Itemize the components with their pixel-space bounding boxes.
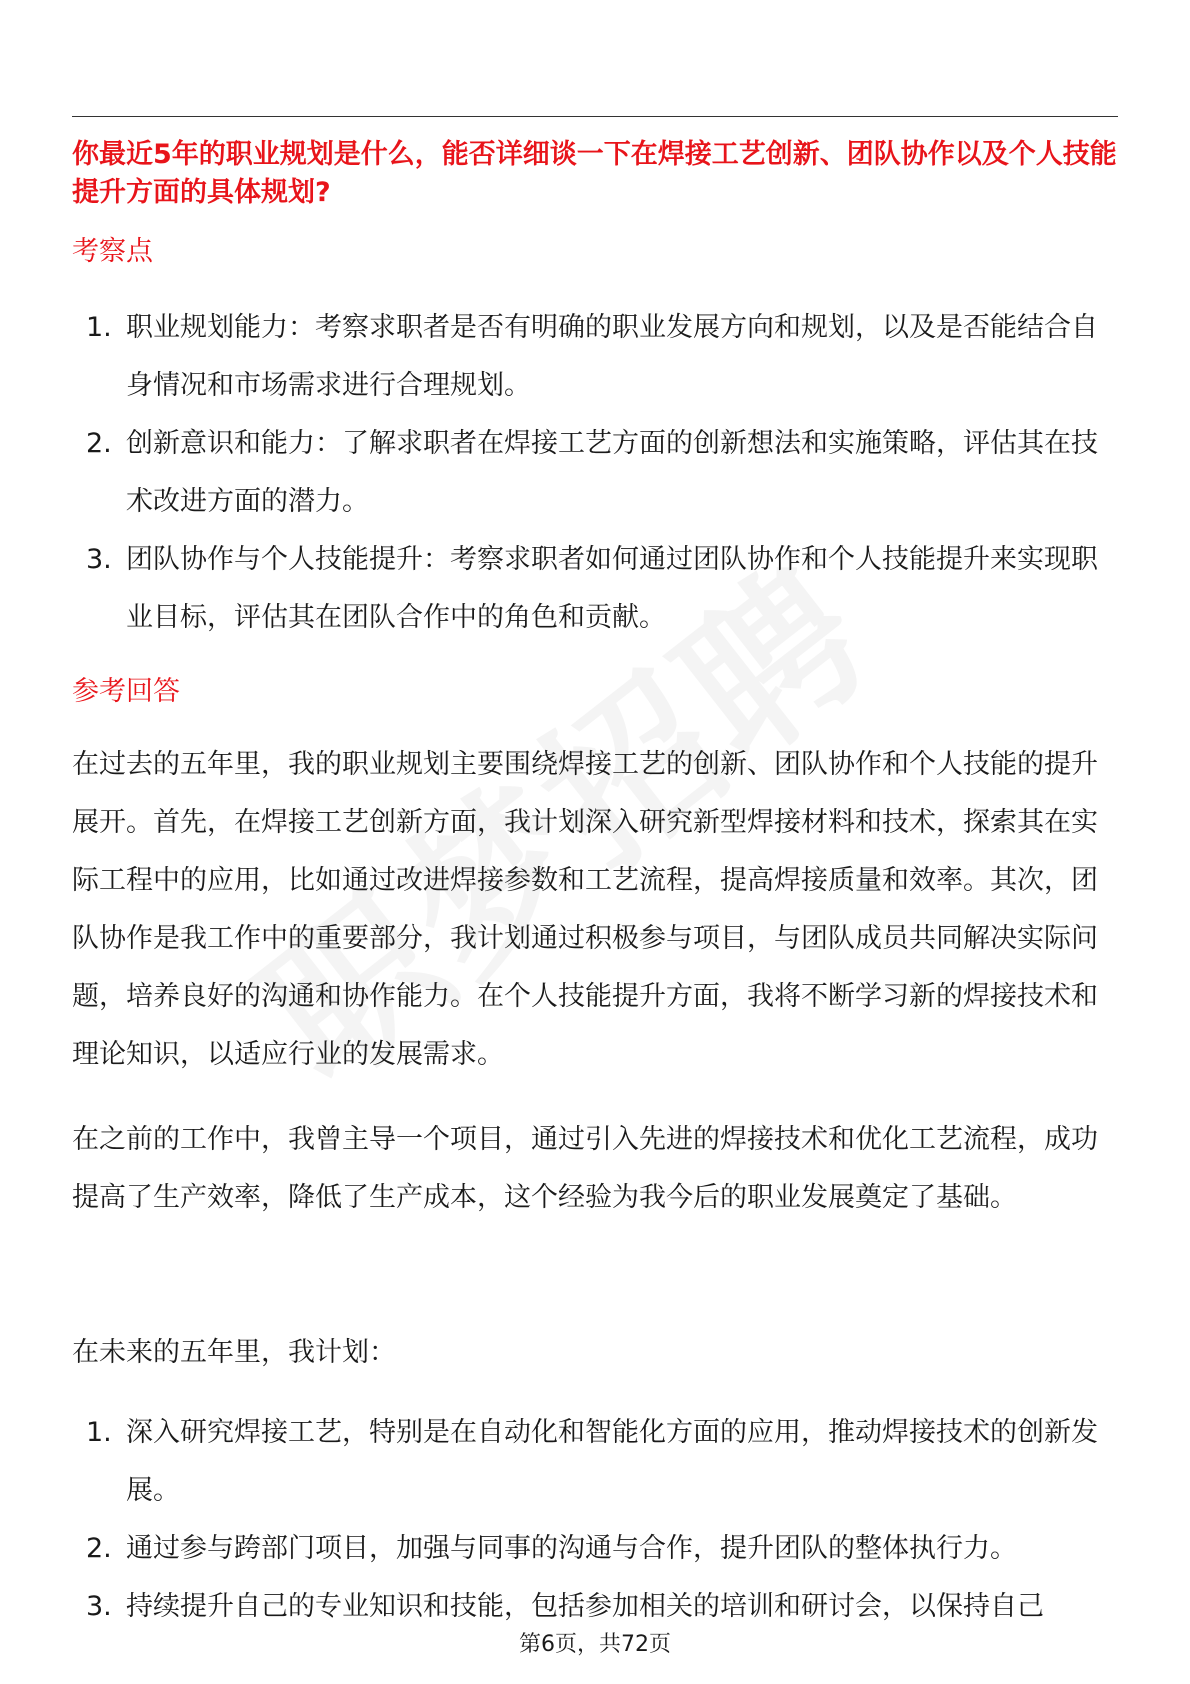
points-list: [72, 299, 1118, 647]
list-item: [72, 531, 1118, 647]
list-number: 1.: [86, 1417, 112, 1448]
list-item-text: 团队协作与个人技能提升：考察求职者如何通过团队协作和个人技能提升来实现职业目标，评估其在团队合作中的角色和贡献。: [126, 544, 1098, 633]
question-title: 你最近5年的职业规划是什么，能否详细谈一下在焊接工艺创新、团队协作以及个人技能提升方面的具体规划?: [72, 139, 1117, 208]
list-item-text: 职业规划能力：考察求职者是否有明确的职业发展方向和规划，以及是否能结合自身情况和市场需求进行合理规划。: [126, 312, 1098, 401]
top-divider: [72, 116, 1118, 117]
list-number: 3.: [86, 544, 112, 575]
list-item-text: 通过参与跨部门项目，加强与同事的沟通与合作，提升团队的整体执行力。: [126, 1533, 1017, 1564]
list-number: 1.: [86, 312, 112, 343]
list-item-text: 深入研究焊接工艺，特别是在自动化和智能化方面的应用，推动焊接技术的创新发展。: [126, 1417, 1098, 1506]
list-item-text: 创新意识和能力：了解求职者在焊接工艺方面的创新想法和实施策略，评估其在技术改进方面的潜力。: [126, 428, 1098, 517]
list-item: [72, 1520, 1118, 1578]
list-item: [72, 299, 1118, 415]
answer-paragraph: 在过去的五年里，我的职业规划主要围绕焊接工艺的创新、团队协作和个人技能的提升展开。首先，在焊接工艺创新方面，我计划深入研究新型焊接材料和技术，探索其在实际工程中的应用，比如通过改进焊接参数和工艺流程，提高焊接质量和效率。其次，团队协作是我工作中的重要部分，我计划通过积极参与项目，与团队成员共同解决实际问题，培养良好的沟通和协作能力。在个人技能提升方面，我将不断学习新的焊接技术和理论知识，以适应行业的发展需求。: [72, 749, 1098, 1070]
plan-list: [72, 1404, 1118, 1636]
points-heading: 考察点: [72, 236, 153, 267]
list-item-text: 持续提升自己的专业知识和技能，包括参加相关的培训和研讨会，以保持自己: [126, 1591, 1044, 1622]
document-page: [72, 0, 1118, 1684]
answer-paragraph: 在未来的五年里，我计划：: [72, 1337, 396, 1368]
answer-heading: 参考回答: [72, 676, 180, 707]
list-number: 2.: [86, 428, 112, 459]
list-number: 3.: [86, 1591, 112, 1622]
list-number: 2.: [86, 1533, 112, 1564]
answer-paragraph: 在之前的工作中，我曾主导一个项目，通过引入先进的焊接技术和优化工艺流程，成功提高了生产效率，降低了生产成本，这个经验为我今后的职业发展奠定了基础。: [72, 1124, 1098, 1213]
list-item: [72, 415, 1118, 531]
list-item: [72, 1404, 1118, 1520]
page-footer: 第6页，共72页: [519, 1632, 671, 1657]
list-item: [72, 1578, 1118, 1636]
